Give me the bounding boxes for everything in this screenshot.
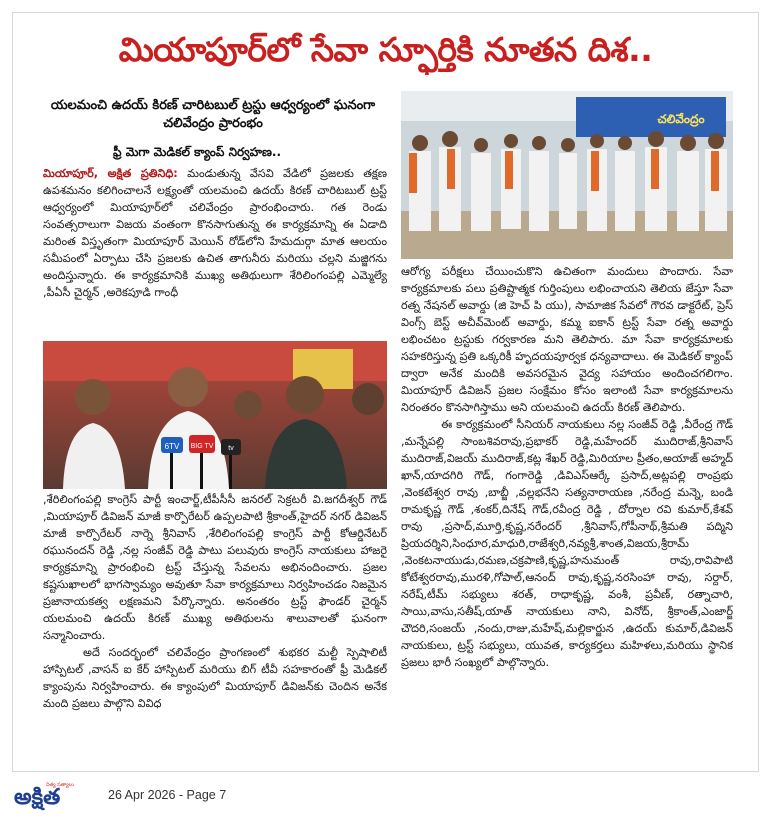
- logo-tagline: నిత్య సత్యాలు: [46, 782, 74, 788]
- mic-label: 6TV: [164, 442, 180, 451]
- subheadline: యలమంచి ఉదయ్ కిరణ్ చారిటబుల్ ట్రస్టు ఆధ్వర్యంలో ఘనంగా చలివేంద్రం ప్రారంభం: [50, 98, 376, 131]
- banner-text: చలివేంద్రం: [657, 112, 705, 126]
- press-photo-graphic: [43, 341, 387, 489]
- subheadline-secondary: ఫ్రీ మెగా మెడికల్ క్యాంప్ నిర్వహణ..: [113, 145, 282, 159]
- group-photo: [401, 91, 733, 259]
- article-column-1-top: [43, 165, 387, 337]
- date-page-label: 26 Apr 2026 - Page 7: [108, 788, 227, 802]
- mic-label: BIG TV: [190, 443, 214, 450]
- dateline: మియాపూర్, అక్షిత ప్రతినిధి:: [43, 167, 178, 180]
- article-paragraph: ,శేరిలింగంపల్లి కాంగ్రెస్ పార్టీ ఇంచార్జ్,టీపీసీసీ జనరల్ సెక్రటరీ వి.జగదీశ్వర్ గౌడ్ ,మియాపూర్ డివిజన్ మాజీ కార్పొరేటర్ ఉప్పలపాటి శ్రీకాంత్,హైదర్ నగర్ డివిజన్ మాజీ కార్పొరేటర్ నార్నె శ్రీనివాస్ ,శేరిలింగంపల్లి కాంగ్రెస్ పార్టీ కోఆర్డినేటర్ రఘునందన్ రెడ్డి ,నల్ల సంజీవ్ రెడ్డి పాటు పలువురు కాంగ్రెస్ నాయకులు హాజరై కార్యక్రమాన్ని ప్రారంభించి ట్రస్ట్ చేస్తున్న సేవలను అభినందించారు. ప్రజల కష్టసుఖాలలో భాగస్వామ్యం అవుతూ సేవా కార్యక్రమాలు నిర్వహించడం నిజమైన ప్రజానాయకత్వ లక్షణమని పేర్కొన్నారు. అనంతరం ట్రస్ట్ ఫౌండర్ చైర్మన్ యలమంచి ఉదయ్ కిరణ్ ముఖ్య అతిథులను శాలువాలతో ఘనంగా సన్మానించారు.: [43, 493, 387, 642]
- newspaper-logo: [12, 778, 92, 814]
- newspaper-page: [12, 12, 759, 772]
- article-column-1-bottom: [43, 491, 387, 749]
- mic-label: tv: [228, 445, 234, 452]
- article-paragraph: ఈ కార్యక్రమంలో సీనియర్ నాయకులు నల్ల సంజీవ్ రెడ్డి ,వీరేంద్ర గౌడ్ ,మన్నేపల్లి సాంబశివరావు,ప్రభాకర్ రెడ్డి,మహేందర్ ముదిరాజ్,శ్రీనివాస్ ముదిరాజ్,విజయ్ ముదిరాజ్,కట్ల శేఖర్ రెడ్డి,మిరియాల ప్రీతం,అయాజ్ అహ్మద్ ఖాన్,యాదగిరి గౌడ్, గంగారెడ్డి ,డివిఎస్ఆర్కే ప్రసాద్,అట్లపల్లి రాంప్రభు ,వెంకటేశ్వర రావు ,బాబ్జీ ,వల్లభనేని సత్యనారాయణ ,నరేంద్ర మన్నె, బండి రామకృష్ణ గౌడ్ ,శంకర్,దినేష్ గౌడ్,రవీంద్ర రెడ్డి , దోర్నాల రవి కుమార్,కేశవ్ రావు ,ప్రసాద్,మూర్తి,కృష్ణ,నరేందర్ ,శ్రీనివాస్,గోపీనాథ్,శ్రీమతి పద్మిని ప్రియదర్శిని,సింధూర,మాధురి,రాజేశ్వరి,నవ్యశ్రీ,శాంత,విజయ,శ్రీరామ్ ,వెంకటనాయుడు,రమణ,చక్రపాణి,కృష్ణ,హనుమంత్ రావు,రావిపాటి కోటేశ్వరరావు,మురళి,గోపాల్,ఆనంద్ రావు,కృష్ణ,నరసింహా రావు, సర్దార్, నరేష్,టీమ్ సభ్యులు శరత్, రాధాకృష్ణ, వంశీ, ప్రవీణ్, రత్నాచారి, సాయి,వాసు,సతీష్,యాత్ నాయకులు నాని, వినోద్, శ్రీకాంత్,ఎంజార్జ్ చౌదరి,సంజయ్ ,నందు,రాజు,మహేష్,మల్లికార్జున ,ఉదయ్ కుమార్,డివిజన్ నాయకులు, ట్రస్ట్ సభ్యులు, యువత, కార్యకర్తలు మహిళలు,మరియు స్థానిక ప్రజలు భారీ సంఖ్యలో పాల్గొన్నారు.: [401, 418, 733, 669]
- press-photo: [43, 341, 387, 489]
- article-paragraph: మండుతున్న వేసవి వేడిలో ప్రజలకు తక్షణ ఉపశమనం కలిగించాలనే లక్ష్యంతో యలమంచి ఉదయ్ కిరణ్ చారిటబుల్ ట్రస్ట్ ఆధ్వర్యంలో మియాపూర్‌లో చలివేంద్రం ప్రారంభించారు. గత రెండు సంవత్సరాలుగా విజయ వంతంగా కొనసాగుతున్న ఈ కార్యక్రమాన్ని ఈ ఏడాది మరింత విస్తృతంగా మియాపూర్ మెయిన్ రోడ్‌లోని హేమదుర్గా మాత ఆలయం సమీపంలో ఏర్పాటు చేసి ప్రజలకు ఉచిత తాగునీరు మరియు చల్లని మజ్జిగను అందిస్తున్నారు. ఈ కార్యక్రమానికి ముఖ్య అతిథులుగా శేరిలింగంపల్లి ఎమ్మెల్యే ,పీఏసీ చైర్మన్ ,అరెకపూడి గాంధీ: [43, 167, 387, 299]
- article-paragraph: ఆరోగ్య పరీక్షలు చేయించుకొని ఉచితంగా మందులు పొందారు. సేవా కార్యక్రమాలకు పలు ప్రతిష్టాత్మక గుర్తింపులు లభించాయని తెలియ జేస్తూ సేవా రత్న నేషనల్ అవార్డు (జి హెచ్ పి యు), సామాజిక సేవలో గౌరవ డాక్టరేట్, ప్రెస్ వింగ్స్ బెస్ట్ అచీవ్‌మెంట్ అవార్డు, కమ్మ ఐకాన్ ట్రస్ట్ సేవా రత్న అవార్డు లభించటం ట్రస్టుకు గర్వకారణ మని తెలిపారు. మా సేవా కార్యక్రమాలకు సహకరిస్తున్న ప్రతి ఒక్కరికీ హృదయపూర్వక ధన్యవాదాలు. ఈ మెడికల్ క్యాంప్ ద్వారా అనేక మందికి అవసరమైన వైద్య సహాయం అందించగలిగాం. మియాపూర్ డివిజన్ ప్రజల సంక్షేమం కోసం ఇలాంటి సేవా కార్యక్రమాలను నిరంతరం కొనసాగిస్తాము అని యలమంచి ఉదయ్ కిరణ్ తెలిపారు.: [401, 265, 733, 414]
- article-paragraph: అదే సందర్భంలో చలివేంద్రం ప్రాంగణంలో శుభకర మల్టీ స్పెషాలిటీ హాస్పిటల్ ,వాసన్ ఐ కేర్ హాస్పిటల్ మరియు బిగ్ టీవీ సహకారంతో ఫ్రీ మెడికల్ క్యాంపును నిర్వహించారు. ఈ క్యాంపులో మియాపూర్ డివిజన్‌కు చెందిన అనేక మంది ప్రజలు పాల్గొని వివిధ: [43, 646, 387, 710]
- page-footer: [12, 776, 759, 816]
- headline: మియాపూర్‌లో సేవా స్ఫూర్తికి నూతన దిశ..: [118, 29, 653, 69]
- group-photo-graphic: [401, 91, 733, 259]
- logo-text: అక్షిత: [14, 785, 61, 810]
- article-column-2: [401, 263, 733, 753]
